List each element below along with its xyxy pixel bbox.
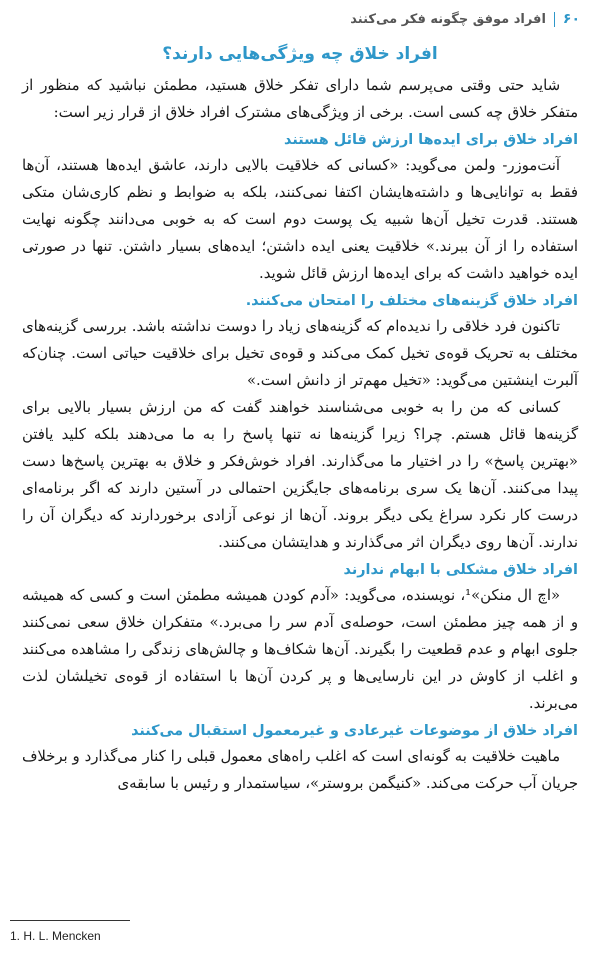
section-heading-options: افراد خلاق گزینه‌های مختلف را امتحان می‌کنند.	[245, 293, 578, 309]
paragraph: تاکنون فرد خلاقی را ندیده‌ام که گزینه‌های زیاد را دوست نداشته باشد. بررسی گزینه‌های مختلف به تحریک قوه‌ی تخیل کمک می‌کند و قوه‌ی تخیل برای خلاقیت حیاتی است. چنان‌که آلبرت اینشتین می‌گوید: «تخیل مهم‌تر از دانش است.»	[22, 318, 578, 389]
paragraph: «اچ ال منکن»¹، نویسنده، می‌گوید: «آدم کودن همیشه مطمئن است و کسی که همیشه و از همه چیز مطمئن است، حوصله‌ی آدم سر را می‌برد.» متفکران خلاق سعی نمی‌کنند جلوی ابهام و عدم قطعیت را بگیرند. آن‌ها شکاف‌ها و چالش‌های زندگی را مشاهده می‌کنند و اغلب از کاوش در این نارسایی‌ها و پر کردن آن‌ها با استفاده از قوه‌ی تخیلشان لذت می‌برند.	[22, 587, 578, 712]
page-content	[22, 40, 578, 797]
paragraph: ماهیت خلاقیت به گونه‌ای است که اغلب راه‌های معمول قبلی را کنار می‌گذارد و برخلاف جریان آب حرکت می‌کند. «کنیگمن بروستر»، سیاستمدار و رئیس با سابقه‌ی	[22, 748, 578, 792]
intro-paragraph: شاید حتی وقتی می‌پرسم شما دارای تفکر خلاق هستید، مطمئن نباشید که منظور از متفکر خلاق چه کسی است. برخی از ویژگی‌های مشترک افراد خلاق از قرار زیر است:	[22, 77, 578, 121]
page-number: ۶۰	[562, 11, 580, 27]
section-heading-ideas: افراد خلاق برای ایده‌ها ارزش قائل هستند	[284, 132, 578, 148]
section-heading-unusual: افراد خلاق از موضوعات غیرعادی و غیرمعمول استقبال می‌کنند	[131, 723, 578, 739]
page-title: افراد خلاق چه ویژگی‌هایی دارند؟	[162, 44, 438, 64]
paragraph: کسانی که من را به خوبی می‌شناسند خواهند گفت که من ارزش بسیار بالایی برای گزینه‌ها قائل هستم. چرا؟ زیرا گزینه‌ها نه تنها پاسخ را به ما می‌دهند بلکه کلید یافتن «بهترین پاسخ» را در اختیار ما می‌گذارند. افراد خوش‌فکر و خلاق به بهترین پاسخ‌ها دست پیدا می‌کنند. آن‌ها یک سری برنامه‌های جایگزین احتمالی در آستین دارند که اگر برنامه‌ای درست کار نکرد سراغ یکی دیگر بروند. آن‌ها از نوعی آزادی برخوردارند که دیگران آن را ندارند. آن‌ها روی دیگران اثر می‌گذارند و هدایتشان می‌کنند.	[22, 399, 578, 551]
page-header	[20, 8, 580, 30]
header-divider	[554, 12, 555, 27]
footnote-divider	[10, 920, 130, 921]
paragraph: آنت‌موزر- ولمن می‌گوید: «کسانی که خلاقیت بالایی دارند، عاشق ایده‌ها هستند، آن‌ها فقط به توانایی‌ها و داشته‌هایشان اکتفا نمی‌کنند، بلکه به ضوابط و نظم کاری‌شان متکی هستند. قدرت تخیل آن‌ها شبیه یک پوست دوم است که به خوبی می‌دانند چگونه نهایت استفاده را از آن ببرند.» خلاقیت یعنی ایده داشتن؛ ایده‌های بسیار داشتن. تنها در صورتی ایده خواهید داشت که برای ایده‌ها ارزش قائل شوید.	[22, 157, 578, 282]
running-title: افراد موفق چگونه فکر می‌کنند	[350, 11, 546, 27]
footnote: 1. H. L. Mencken	[10, 929, 101, 943]
section-heading-ambiguity: افراد خلاق مشکلی با ابهام ندارند	[343, 562, 578, 578]
